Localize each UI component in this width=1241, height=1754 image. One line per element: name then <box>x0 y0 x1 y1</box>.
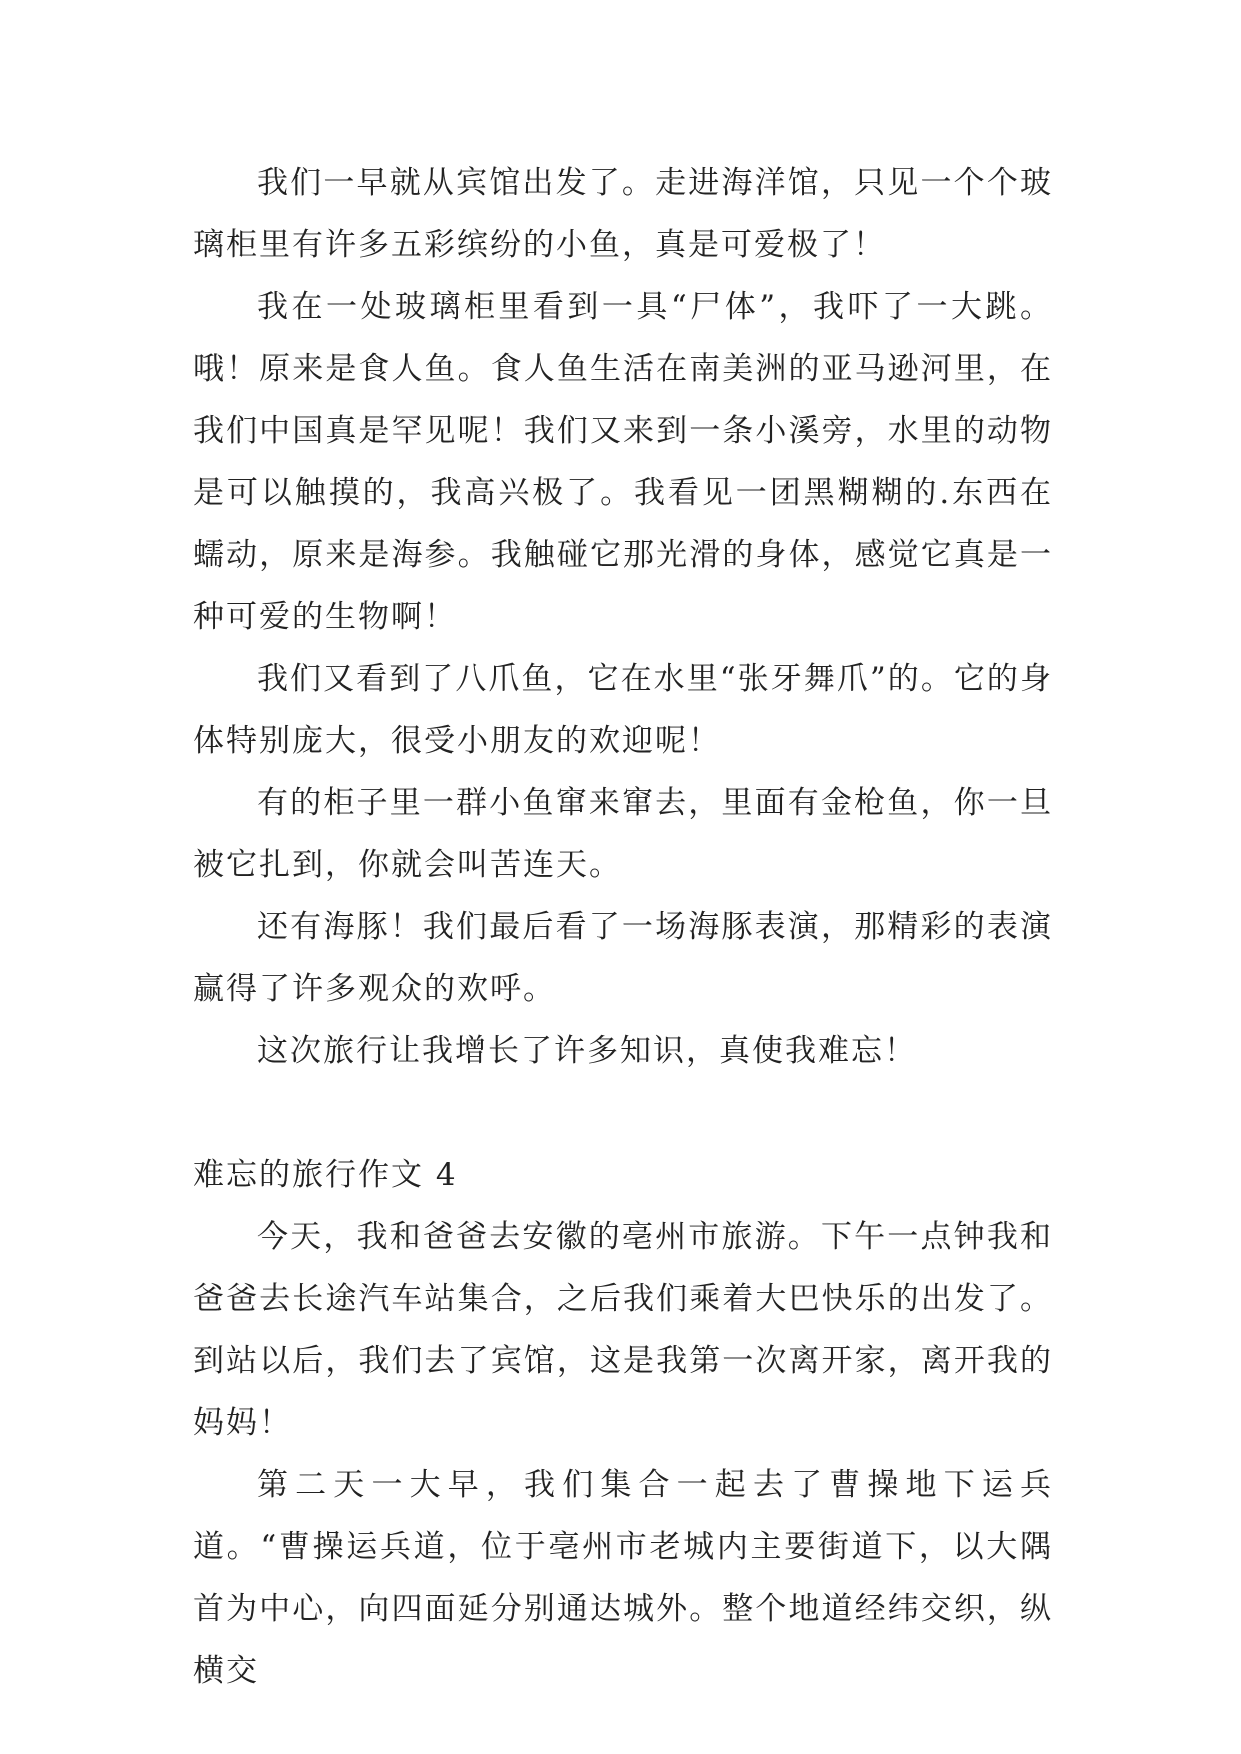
paragraph: 有的柜子里一群小鱼窜来窜去，里面有金枪鱼，你一旦被它扎到，你就会叫苦连天。 <box>193 785 1053 883</box>
paragraph: 我们又看到了八爪鱼，它在水里“张牙舞爪”的。它的身体特别庞大，很受小朋友的欢迎呢！ <box>193 661 1053 759</box>
paragraph: 还有海豚！我们最后看了一场海豚表演，那精彩的表演赢得了许多观众的欢呼。 <box>193 909 1053 1007</box>
paragraph: 我在一处玻璃柜里看到一具“尸体”，我吓了一大跳。哦！原来是食人鱼。食人鱼生活在南美洲的亚马逊河里，在我们中国真是罕见呢！我们又来到一条小溪旁，水里的动物是可以触摸的，我高兴极了。我看见一团黑糊糊的.东西在蠕动，原来是海参。我触碰它那光滑的身体，感觉它真是一种可爱的生物啊！ <box>193 289 1053 635</box>
paragraph: 这次旅行让我增长了许多知识，真使我难忘！ <box>257 1033 917 1069</box>
paragraph: 我们一早就从宾馆出发了。走进海洋馆，只见一个个玻璃柜里有许多五彩缤纷的小鱼，真是可爱极了！ <box>193 165 1053 263</box>
paragraph: 第二天一大早，我们集合一起去了曹操地下运兵道。“曹操运兵道，位于亳州市老城内主要街道下，以大隅首为中心，向四面延分别通达城外。整个地道经纬交织，纵横交 <box>193 1467 1053 1689</box>
essay-body <box>193 152 1053 1702</box>
paragraph: 今天，我和爸爸去安徽的亳州市旅游。下午一点钟我和爸爸去长途汽车站集合，之后我们乘着大巴快乐的出发了。到站以后，我们去了宾馆，这是我第一次离开家，离开我的妈妈！ <box>193 1219 1053 1441</box>
section-title: 难忘的旅行作文 4 <box>193 1157 458 1193</box>
